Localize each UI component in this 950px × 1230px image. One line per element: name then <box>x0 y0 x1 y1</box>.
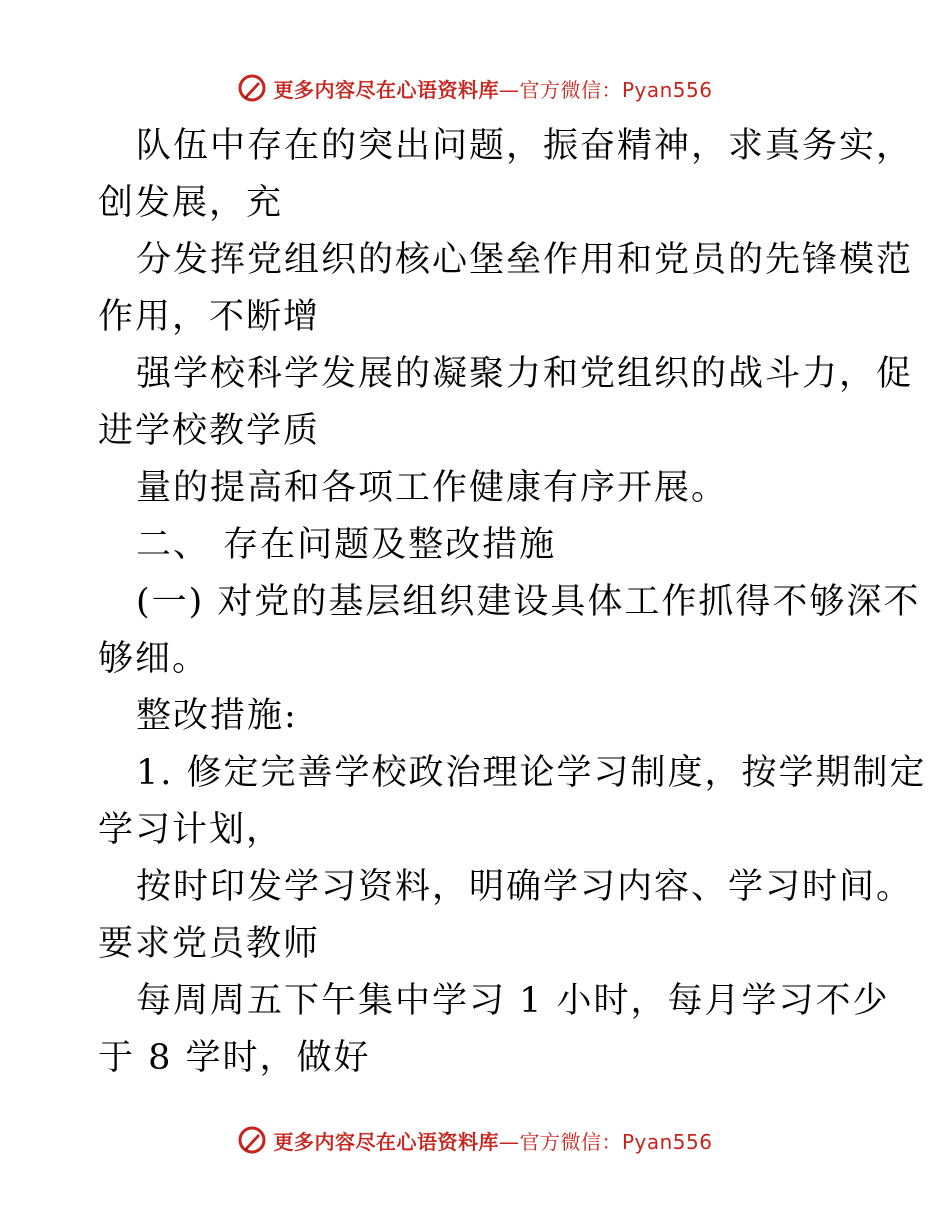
text-line: 量的提高和各项工作健康有序开展。 <box>136 468 729 508</box>
document-body <box>98 118 927 1087</box>
text-line: (一) 对党的基层组织建设具体工作抓得不够深不 <box>136 582 921 622</box>
text-line: 按时印发学习资料，明确学习内容、学习时间。 <box>136 867 914 907</box>
text-line: 作用，不断增 <box>98 297 321 337</box>
text-line: 学习计划， <box>98 810 284 850</box>
section-heading: 二、 存在问题及整改措施 <box>136 525 557 565</box>
text-line: 整改措施: <box>136 696 298 736</box>
watermark-contact: 官方微信：Pyan556 <box>519 77 713 102</box>
text-line: 于 8 学时，做好 <box>98 1038 371 1078</box>
watermark-text <box>273 1126 712 1155</box>
watermark-text <box>273 74 712 103</box>
watermark-brand: 更多内容尽在心语资料库 <box>273 1129 499 1154</box>
pen-logo-icon <box>237 73 267 103</box>
text-line: 进学校教学质 <box>98 411 321 451</box>
watermark-contact: 官方微信：Pyan556 <box>519 1129 713 1154</box>
text-line: 分发挥党组织的核心堡垒作用和党员的先锋模范 <box>136 240 914 280</box>
text-line: 够细。 <box>98 639 210 679</box>
text-line: 1. 修定完善学校政治理论学习制度，按学期制定 <box>136 753 927 793</box>
watermark-dash: — <box>498 77 520 102</box>
pen-logo-icon <box>237 1125 267 1155</box>
footer-watermark <box>0 1123 950 1157</box>
text-line: 强学校科学发展的凝聚力和党组织的战斗力，促 <box>136 354 914 394</box>
text-line: 要求党员教师 <box>98 924 321 964</box>
header-watermark <box>0 71 950 105</box>
watermark-brand: 更多内容尽在心语资料库 <box>273 77 499 102</box>
text-line: 创发展，充 <box>98 183 284 223</box>
text-line: 每周周五下午集中学习 1 小时，每月学习不少 <box>136 981 890 1021</box>
watermark-dash: — <box>498 1129 520 1154</box>
text-line: 队伍中存在的突出问题，振奋精神，求真务实， <box>136 126 914 166</box>
